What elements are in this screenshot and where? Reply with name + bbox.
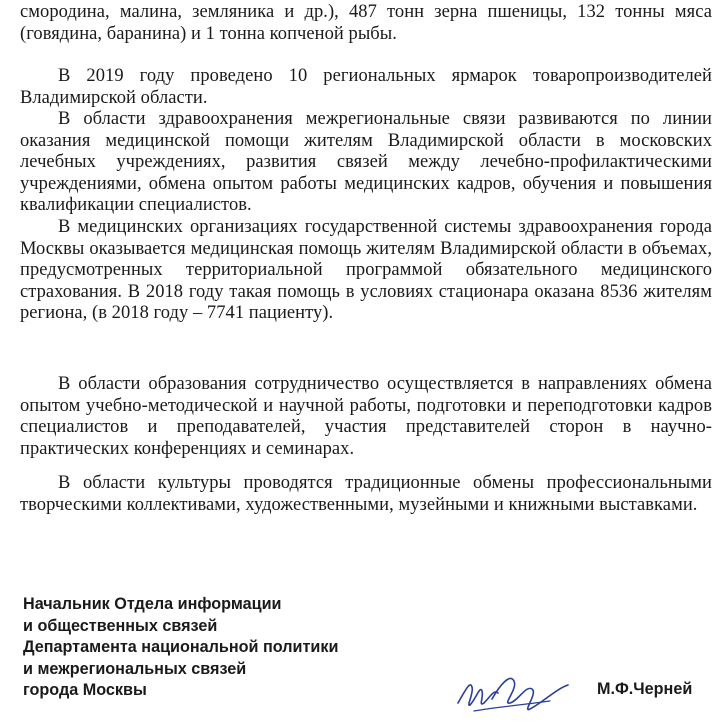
signatory-title-line: Начальник Отдела информации [23, 595, 282, 613]
signatory-name: М.Ф.Черней [597, 680, 693, 698]
paragraph-moscow-medical: В медицинских организациях государственной системы здравоохранения города Москвы оказывается медицинская помощь жителям Владимирской области в объемах, предусмотренных территориальной программой обязательного медицинского страхования. В 2018 году такая помощь в условиях стационара оказана 8536 жителям региона, (в 2018 году – 7741 пациенту). [20, 217, 712, 323]
paragraph-healthcare: В области здравоохранения межрегиональные связи развиваются по линии оказания медицинской помощи жителям Владимирской области в московских лечебных учреждениях, развития связей между лечебно-профилактическими учреждениями, обмена опытом работы медицинских кадров, обучения и повышения квалификации специалистов. [20, 109, 712, 215]
signatory-title-line: Департамента национальной политики [23, 638, 339, 657]
signatory-title-line: города Москвы [23, 681, 147, 700]
paragraph-culture: В области культуры проводятся традиционные обмены профессиональными творческими коллективами, художественными, музейными и книжными выставками. [20, 473, 712, 515]
signatory-title-line: и общественных связей [23, 616, 218, 635]
paragraph-education: В области образования сотрудничество осуществляется в направлениях обмена опытом учебно-методической и научной работы, подготовки и переподготовки кадров специалистов и преподавателей, участия представителей сторон в научно-практических конференциях и семинарах. [20, 374, 712, 459]
handwritten-signature [452, 659, 572, 721]
signatory-title [23, 594, 338, 702]
signatory-title-line: и межрегиональных связей [23, 659, 247, 678]
paragraph-fairs: В 2019 году проведено 10 региональных ярмарок товаропроизводителей Владимирской области. [20, 66, 712, 108]
paragraph-continuation: смородина, малина, земляника и др.), 487 тонн зерна пшеницы, 132 тонны мяса (говядина, баранина) и 1 тонна копченой рыбы. [20, 2, 712, 44]
